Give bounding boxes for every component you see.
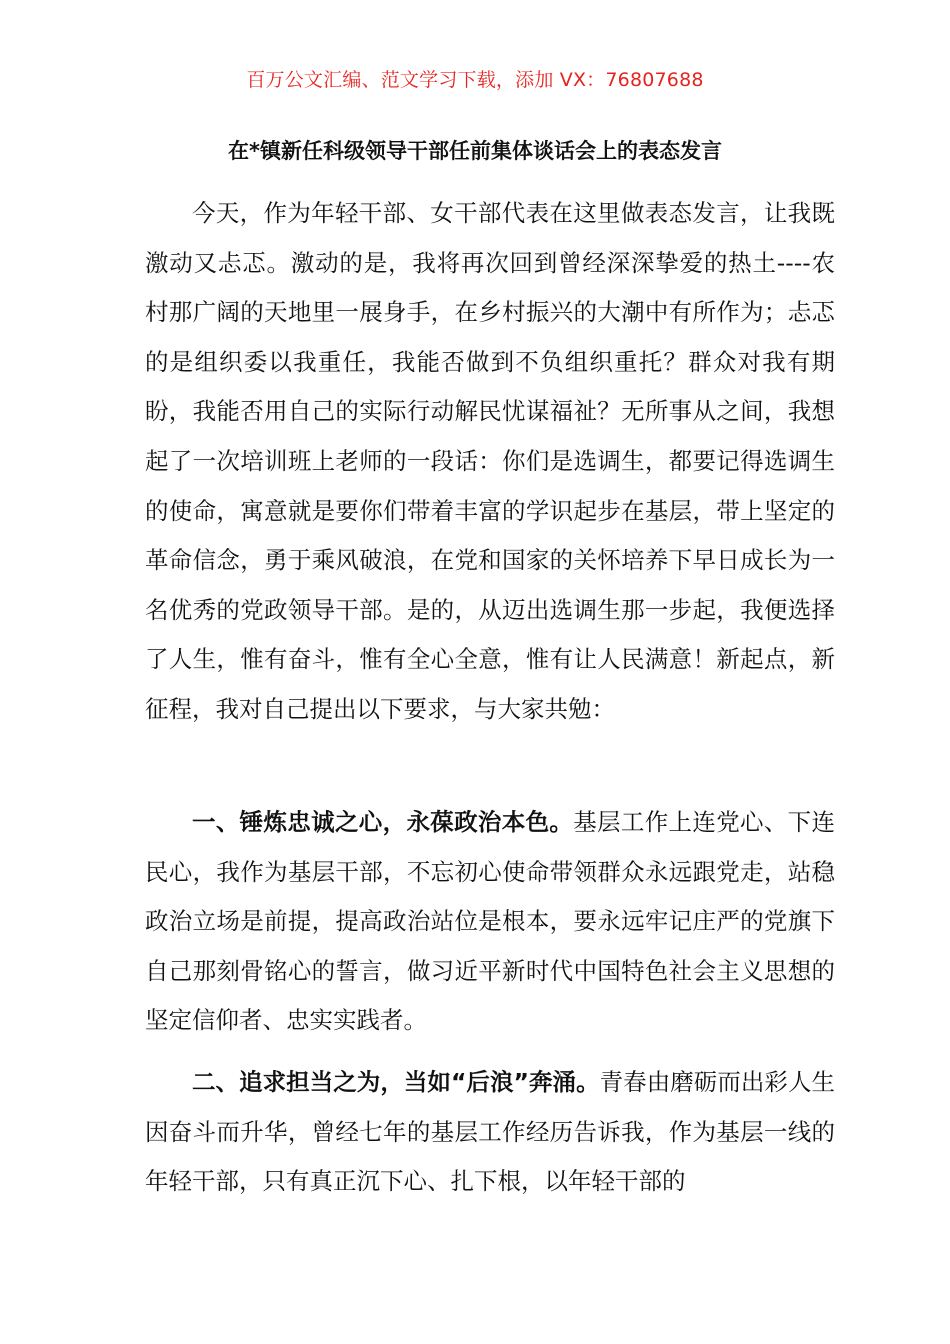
paragraph-text: 今天，作为年轻干部、女干部代表在这里做表态发言，让我既激动又忐忑。激动的是，我将再次回到曾经深深挚爱的热土----农村那广阔的天地里一展身手，在乡村振兴的大潮中有所作为；忐忑的是组织委以我重任，我能否做到不负组织重托？群众对我有期盼，我能否用自己的实际行动解民忧谋福祉？无所事从之间，我想起了一次培训班上老师的一段话：你们是选调生，都要记得选调生的使命，寓意就是要你们带着丰富的学识起步在基层，带上坚定的革命信念，勇于乘风破浪，在党和国家的关怀培养下早日成长为一名优秀的党政领导干部。是的，从迈出选调生那一步起，我便选择了人生，惟有奋斗，惟有全心全意，惟有让人民满意！新起点，新征程，我对自己提出以下要求，与大家共勉： bbox=[145, 199, 835, 723]
paragraph-section-2 bbox=[145, 1058, 835, 1207]
paragraph-section-1 bbox=[145, 798, 835, 1046]
header-promo-note: 百万公文汇编、范文学习下载，添加 VX：76807688 bbox=[246, 69, 704, 91]
paragraph-lead: 二、追求担当之为，当如“后浪”奔涌。 bbox=[192, 1068, 600, 1096]
paragraph-intro bbox=[145, 189, 835, 735]
paragraph-text: 青春由磨砺而出彩人生因奋斗而升华，曾经七年的基层工作经历告诉我，作为基层一线的年轻干部，只有真正沉下心、扎下根，以年轻干部的 bbox=[145, 1068, 836, 1196]
paragraph-text: 基层工作上连党心、下连民心，我作为基层干部，不忘初心使命带领群众永远跟党走，站稳政治立场是前提，提高政治站位是根本，要永远牢记庄严的党旗下自己那刻骨铭心的誓言，做习近平新时代中国特色社会主义思想的坚定信仰者、忠实实践者。 bbox=[145, 808, 836, 1035]
paragraph-lead: 一、锤炼忠诚之心，永葆政治本色。 bbox=[192, 808, 574, 836]
document-title: 在*镇新任科级领导干部任前集体谈话会上的表态发言 bbox=[228, 139, 722, 163]
